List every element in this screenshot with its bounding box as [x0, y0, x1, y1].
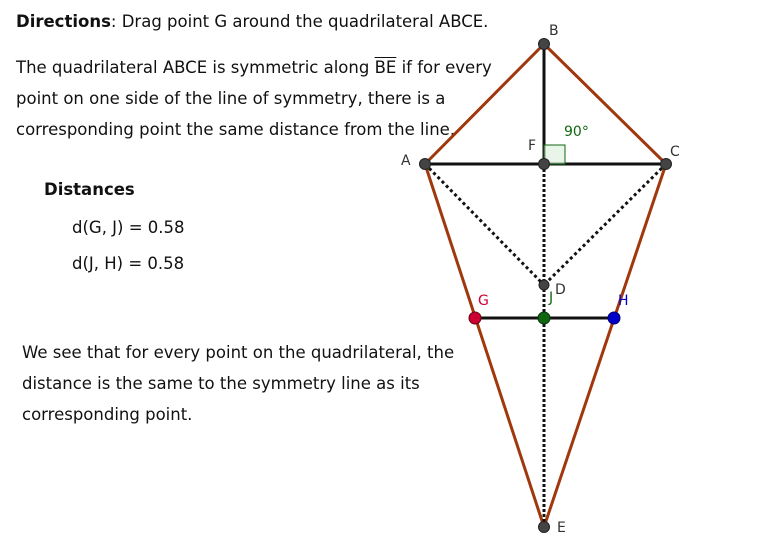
point-d: [539, 280, 549, 290]
point-a[interactable]: [420, 159, 431, 170]
label-j: J: [549, 290, 554, 306]
label-c: C: [670, 144, 680, 160]
label-d: D: [555, 282, 566, 298]
point-j: [538, 312, 550, 324]
directions-body: : Drag point G around the quadrilateral ABCE.: [110, 12, 489, 31]
angle-label: 90°: [564, 124, 589, 140]
point-g[interactable]: [469, 312, 481, 324]
label-a: A: [401, 153, 411, 169]
distances-heading: Distances: [44, 180, 135, 199]
conclusion-text: We see that for every point on the quadrilateral, the distance is the same to the symmetry line as its corresponding point.: [22, 343, 455, 424]
point-b[interactable]: [539, 39, 550, 50]
directions-label: Directions: [16, 12, 111, 31]
distance-j-h: d(J, H) = 0.58: [72, 254, 185, 273]
distance-g-j: d(G, J) = 0.58: [72, 218, 185, 237]
segment-cd: [544, 164, 666, 285]
segment-ad: [425, 164, 544, 285]
point-f: [539, 159, 550, 170]
point-c[interactable]: [661, 159, 672, 170]
symmetry-part1: The quadrilateral ABCE is symmetric along: [16, 58, 375, 77]
symmetry-line-segment: $\overline{BE}$: [374, 58, 397, 77]
label-e: E: [557, 520, 566, 536]
label-h: H: [618, 293, 629, 309]
label-b: B: [549, 23, 559, 39]
symmetry-part2: if for every point on one side of the line of symmetry, there is a corresponding point the same distance from the line.: [16, 58, 492, 139]
point-h: [608, 312, 620, 324]
point-e[interactable]: [539, 522, 550, 533]
label-f: F: [528, 138, 537, 154]
label-g: G: [478, 293, 489, 309]
